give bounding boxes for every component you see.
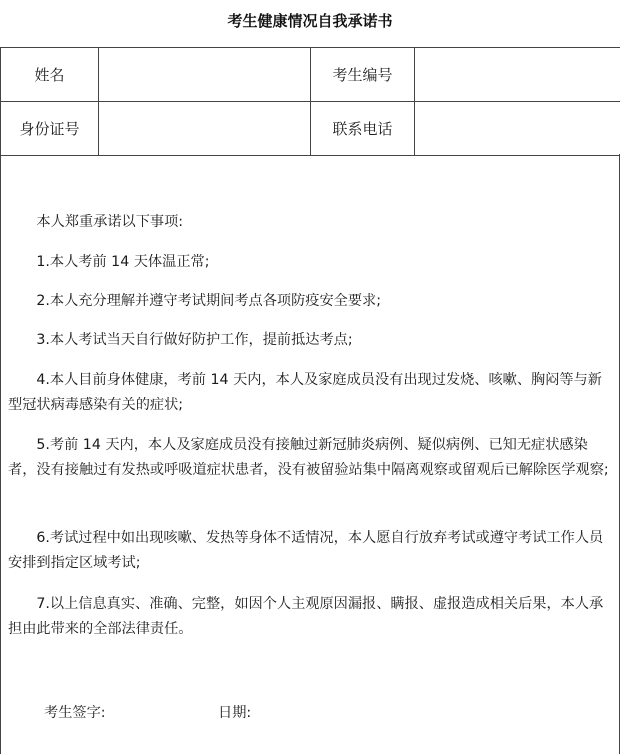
statement-item-2: 2.本人充分理解并遵守考试期间考点各项防疫安全要求;	[8, 289, 612, 314]
examinee-signature-label: 考生签字:	[44, 703, 106, 723]
phone-field[interactable]	[415, 102, 620, 156]
name-label: 姓名	[1, 48, 99, 102]
table-row	[1, 102, 620, 156]
exam-number-label: 考生编号	[311, 48, 415, 102]
name-field[interactable]	[99, 48, 311, 102]
info-table	[0, 47, 620, 156]
table-row	[1, 48, 620, 102]
statement-item-4: 4.本人目前身体健康，考前 14 天内，本人及家庭成员没有出现过发烧、咳嗽、胸闷等与新型冠状病毒感染有关的症状;	[8, 368, 612, 418]
statement-item-7: 7.以上信息真实、准确、完整，如因个人主观原因漏报、瞒报、虚报造成相关后果，本人承担由此带来的全部法律责任。	[8, 592, 612, 642]
date-label: 日期:	[218, 703, 251, 723]
document-title: 考生健康情况自我承诺书	[0, 10, 620, 31]
statement-item-6: 6.考试过程中如出现咳嗽、发热等身体不适情况，本人愿自行放弃考试或遵守考试工作人员安排到指定区域考试;	[8, 526, 612, 576]
id-number-label: 身份证号	[1, 102, 99, 156]
statement-item-3: 3.本人考试当天自行做好防护工作，提前抵达考点;	[8, 328, 612, 353]
id-number-field[interactable]	[99, 102, 311, 156]
statement-item-1: 1.本人考前 14 天体温正常;	[8, 250, 612, 275]
phone-label: 联系电话	[311, 102, 415, 156]
exam-number-field[interactable]	[415, 48, 620, 102]
statement-intro: 本人郑重承诺以下事项:	[8, 210, 612, 235]
statement-item-5: 5.考前 14 天内，本人及家庭成员没有接触过新冠肺炎病例、疑似病例、已知无症状感染者，没有接触过有发热或呼吸道症状患者，没有被留验站集中隔离观察或留观后已解除医学观察;	[8, 433, 612, 483]
